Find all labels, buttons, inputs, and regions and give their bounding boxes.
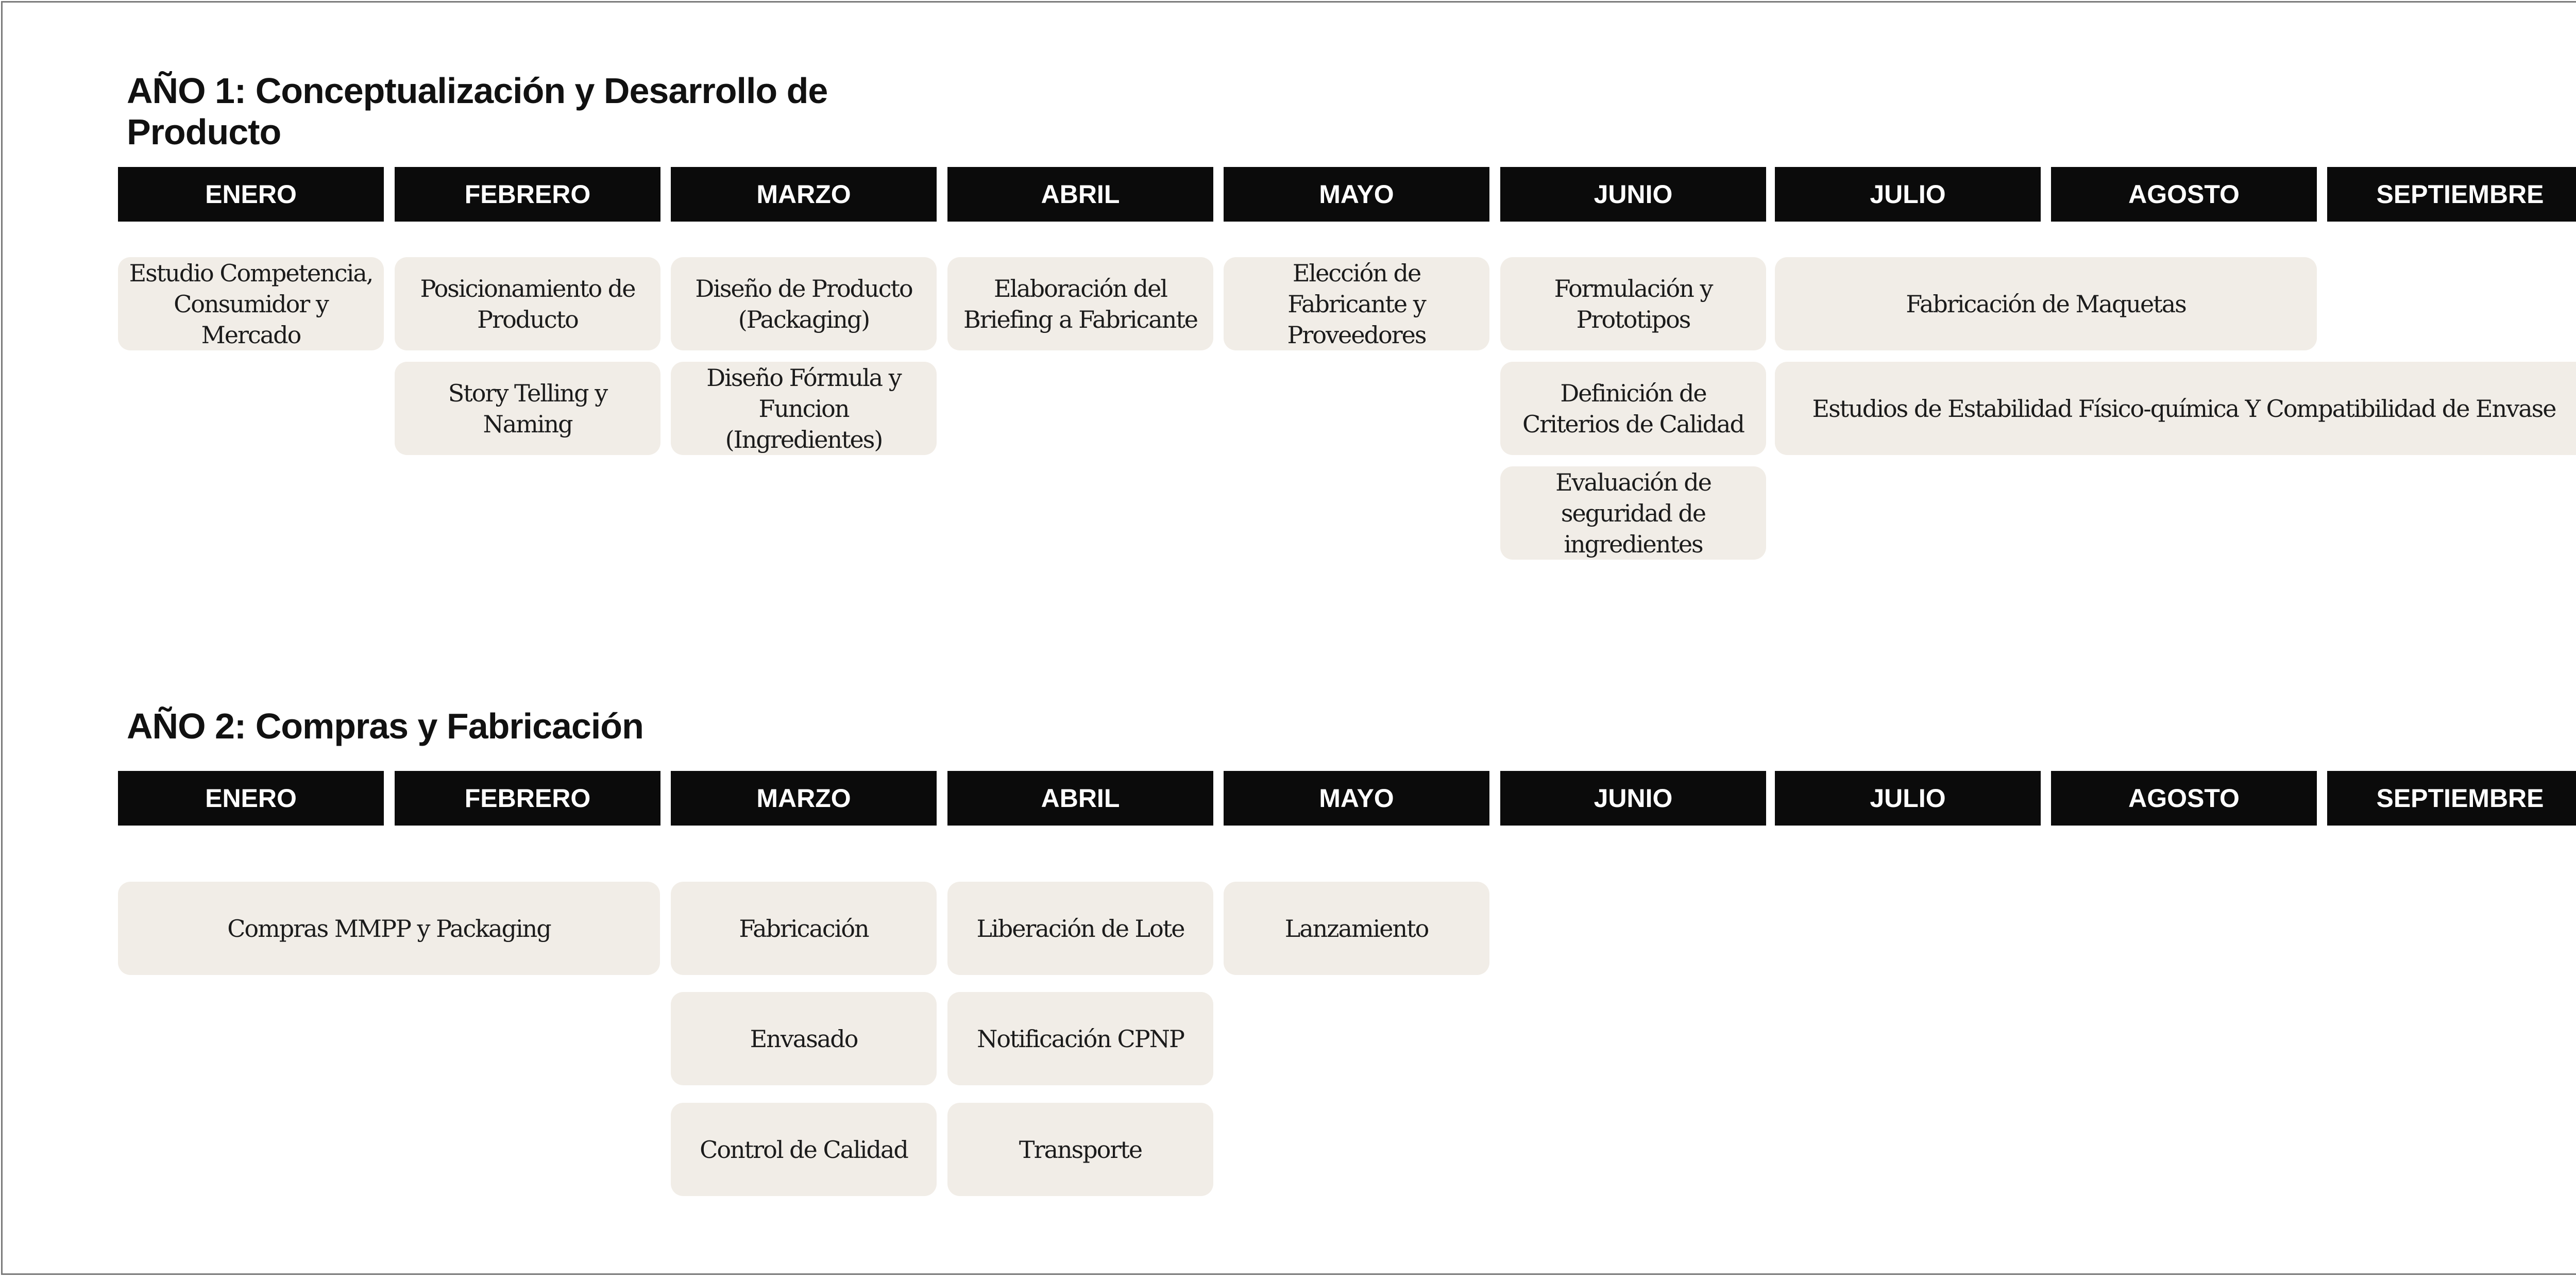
task-story-telling: Story Telling y Naming bbox=[395, 362, 660, 455]
task-evaluacion-seguridad: Evaluación de seguridad de ingredientes bbox=[1500, 466, 1766, 560]
year1-month-agosto: AGOSTO bbox=[2051, 167, 2317, 222]
task-eleccion-fabricante: Elección de Fabricante y Proveedores bbox=[1224, 257, 1489, 350]
task-diseno-producto: Diseño de Producto (Packaging) bbox=[671, 257, 937, 350]
year1-month-marzo: MARZO bbox=[671, 167, 937, 222]
year1-month-enero: ENERO bbox=[118, 167, 384, 222]
task-criterios-calidad: Definición de Criterios de Calidad bbox=[1500, 362, 1766, 455]
task-diseno-formula: Diseño Fórmula y Funcion (Ingredientes) bbox=[671, 362, 937, 455]
year2-month-febrero: FEBRERO bbox=[395, 771, 660, 826]
task-lanzamiento: Lanzamiento bbox=[1224, 882, 1489, 975]
task-formulacion: Formulación y Prototipos bbox=[1500, 257, 1766, 350]
task-estudio-competencia: Estudio Competencia, Consumidor y Mercado bbox=[118, 257, 384, 350]
task-posicionamiento: Posicionamiento de Producto bbox=[395, 257, 660, 350]
task-control-calidad: Control de Calidad bbox=[671, 1103, 937, 1196]
year1-title bbox=[127, 70, 827, 153]
task-maquetas: Fabricación de Maquetas bbox=[1775, 257, 2317, 350]
year1-month-junio: JUNIO bbox=[1500, 167, 1766, 222]
task-compras: Compras MMPP y Packaging bbox=[118, 882, 660, 975]
task-transporte: Transporte bbox=[947, 1103, 1213, 1196]
year1-month-julio: JULIO bbox=[1775, 167, 2041, 222]
year1-title-line1: AÑO 1: Conceptualización y Desarrollo de bbox=[127, 71, 828, 111]
task-briefing: Elaboración del Briefing a Fabricante bbox=[947, 257, 1213, 350]
year1-month-mayo: MAYO bbox=[1224, 167, 1489, 222]
year2-month-mayo: MAYO bbox=[1224, 771, 1489, 826]
year1-month-septiembre: SEPTIEMBRE bbox=[2327, 167, 2576, 222]
year2-month-julio: JULIO bbox=[1775, 771, 2041, 826]
year1-month-febrero: FEBRERO bbox=[395, 167, 660, 222]
task-fabricacion: Fabricación bbox=[671, 882, 937, 975]
year2-month-junio: JUNIO bbox=[1500, 771, 1766, 826]
year2-month-marzo: MARZO bbox=[671, 771, 937, 826]
year2-month-abril: ABRIL bbox=[947, 771, 1213, 826]
year2-month-agosto: AGOSTO bbox=[2051, 771, 2317, 826]
task-envasado: Envasado bbox=[671, 992, 937, 1085]
task-estabilidad-fisicoquimica: Estudios de Estabilidad Físico-química Y Compatibilidad de Envase bbox=[1775, 362, 2576, 455]
year1-title-line2: Producto bbox=[127, 112, 281, 152]
year2-title: AÑO 2: Compras y Fabricación bbox=[127, 706, 643, 746]
year2-month-enero: ENERO bbox=[118, 771, 384, 826]
task-liberacion-lote: Liberación de Lote bbox=[947, 882, 1213, 975]
task-notificacion-cpnp: Notificación CPNP bbox=[947, 992, 1213, 1085]
year1-month-abril: ABRIL bbox=[947, 167, 1213, 222]
year2-month-septiembre: SEPTIEMBRE bbox=[2327, 771, 2576, 826]
